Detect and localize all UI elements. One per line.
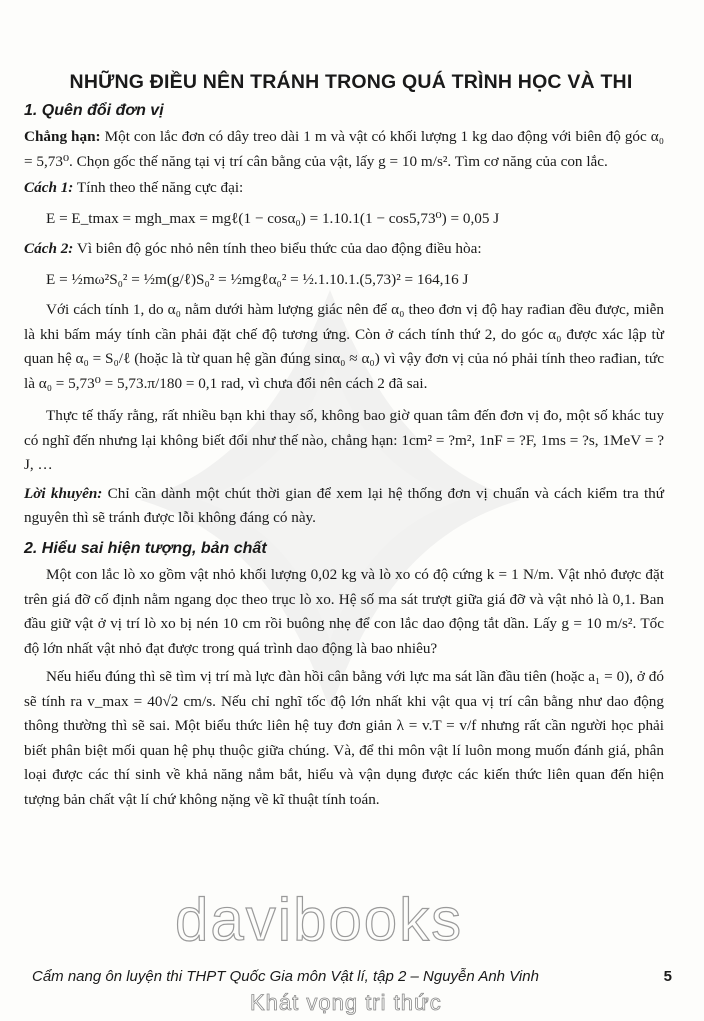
advice-text: Chỉ cần dành một chút thời gian để xem lại hệ thống đơn vị chuẩn và cách kiểm tra thứ nguyên thì sẽ tránh được lỗi không đáng có này. (24, 484, 664, 526)
advice-lead: Lời khuyên: (24, 484, 103, 502)
equation-2: E = ½mω²S₀² = ½m(g/ℓ)S₀² = ½mgℓα₀² = ½.1.10.1.(5,73)² = 164,16 J (46, 270, 469, 288)
page-footer (32, 968, 672, 985)
page-title: NHỮNG ĐIỀU NÊN TRÁNH TRONG QUÁ TRÌNH HỌC VÀ THI (69, 71, 633, 93)
example-paragraph (24, 125, 664, 174)
method2-paragraph (24, 237, 664, 262)
page-content (24, 70, 664, 812)
units-paragraph: Thực tế thấy rằng, rất nhiều bạn khi thay số, không bao giờ quan tâm đến đơn vị đo, một số khác tuy có nghĩ đến nhưng lại không biết đổi như thế nào, chẳng hạn: 1cm² = ?m², 1nF = ?F, 1ms = ?s, 1MeV = ?J, … (24, 407, 664, 473)
watermark-slogan: Khát vọng tri thức (250, 990, 442, 1015)
equation-1: E = E_tmax = mgh_max = mgℓ(1 − cosα₀) = 1.10.1(1 − cos5,73⁰) = 0,05 J (46, 209, 500, 227)
section-heading-2: 2. Hiểu sai hiện tượng, bản chất (24, 539, 267, 557)
watermark-brand: davibooks (175, 886, 464, 953)
page-number: 5 (663, 968, 672, 985)
misconception-paragraph: Nếu hiểu đúng thì sẽ tìm vị trí mà lực đàn hồi cân bằng với lực ma sát lần đầu tiên (hoặc a₁ = 0), ở đó sẽ tính ra v_max = 40√2 cm/s. Nếu chỉ nghĩ tốc độ lớn nhất khi vật qua vị trí cân bằng như dao động thông thường thì sẽ sai. Một biểu thức liên hệ tuy đơn giản λ = v.T = v/f nhưng rất cần người học phải biết phân biệt mối quan hệ phụ thuộc giữa chúng. Và, để thi môn vật lí luôn mong muốn đánh giá, phân loại được các thí sinh về khả năng nắm bắt, hiểu và vận dụng được các kiến thức liên quan đến hiện tượng bản chất vật lí chứ không nặng về kĩ thuật tính toán. (24, 668, 664, 808)
example-text: Một con lắc đơn có dây treo dài 1 m và vật có khối lượng 1 kg dao động với biên độ góc α₀ = 5,73⁰. Chọn gốc thế năng tại vị trí cân bằng của vật, lấy g = 10 m/s². Tìm cơ năng của con lắc. (24, 128, 665, 170)
method2-lead: Cách 2: (24, 240, 74, 257)
example-lead: Chẳng hạn: (24, 128, 101, 145)
method1-text: Tính theo thế năng cực đại: (73, 179, 244, 196)
method2-text: Vì biên độ góc nhỏ nên tính theo biểu thức của dao động điều hòa: (73, 240, 482, 257)
explanation-paragraph: Với cách tính 1, do α₀ nằm dưới hàm lượng giác nên để α₀ theo đơn vị độ hay rađian đều được, miễn là khi bấm máy tính cần phải đặt chế độ tương ứng. Còn ở cách tính thứ 2, do góc α₀ được xác lập từ quan hệ α₀ = S₀/ℓ (hoặc là từ quan hệ gần đúng sinα₀ ≈ α₀) vì vậy đơn vị của nó phải tính theo rađian, tức là α₀ = 5,73⁰ = 5,73.π/180 = 0,1 rad, vì chưa đổi nên cách 2 đã sai. (24, 301, 664, 392)
advice-paragraph (24, 482, 664, 531)
method1-paragraph (24, 176, 664, 201)
section-heading-1: 1. Quên đổi đơn vị (24, 101, 164, 119)
method1-lead: Cách 1: (24, 179, 74, 196)
spring-problem-paragraph: Một con lắc lò xo gồm vật nhỏ khối lượng 0,02 kg và lò xo có độ cứng k = 1 N/m. Vật nhỏ được đặt trên giá đỡ cố định nằm ngang dọc theo trục lò xo. Hệ số ma sát trượt giữa giá đỡ và vật nhỏ là 0,1. Ban đầu giữ vật ở vị trí lò xo bị nén 10 cm rồi buông nhẹ để con lắc dao động tắt dần. Lấy g = 10 m/s². Tốc độ lớn nhất vật nhỏ đạt được trong quá trình dao động là bao nhiêu? (24, 566, 664, 657)
footer-book-title: Cẩm nang ôn luyện thi THPT Quốc Gia môn Vật lí, tập 2 – Nguyễn Anh Vinh (32, 968, 539, 985)
